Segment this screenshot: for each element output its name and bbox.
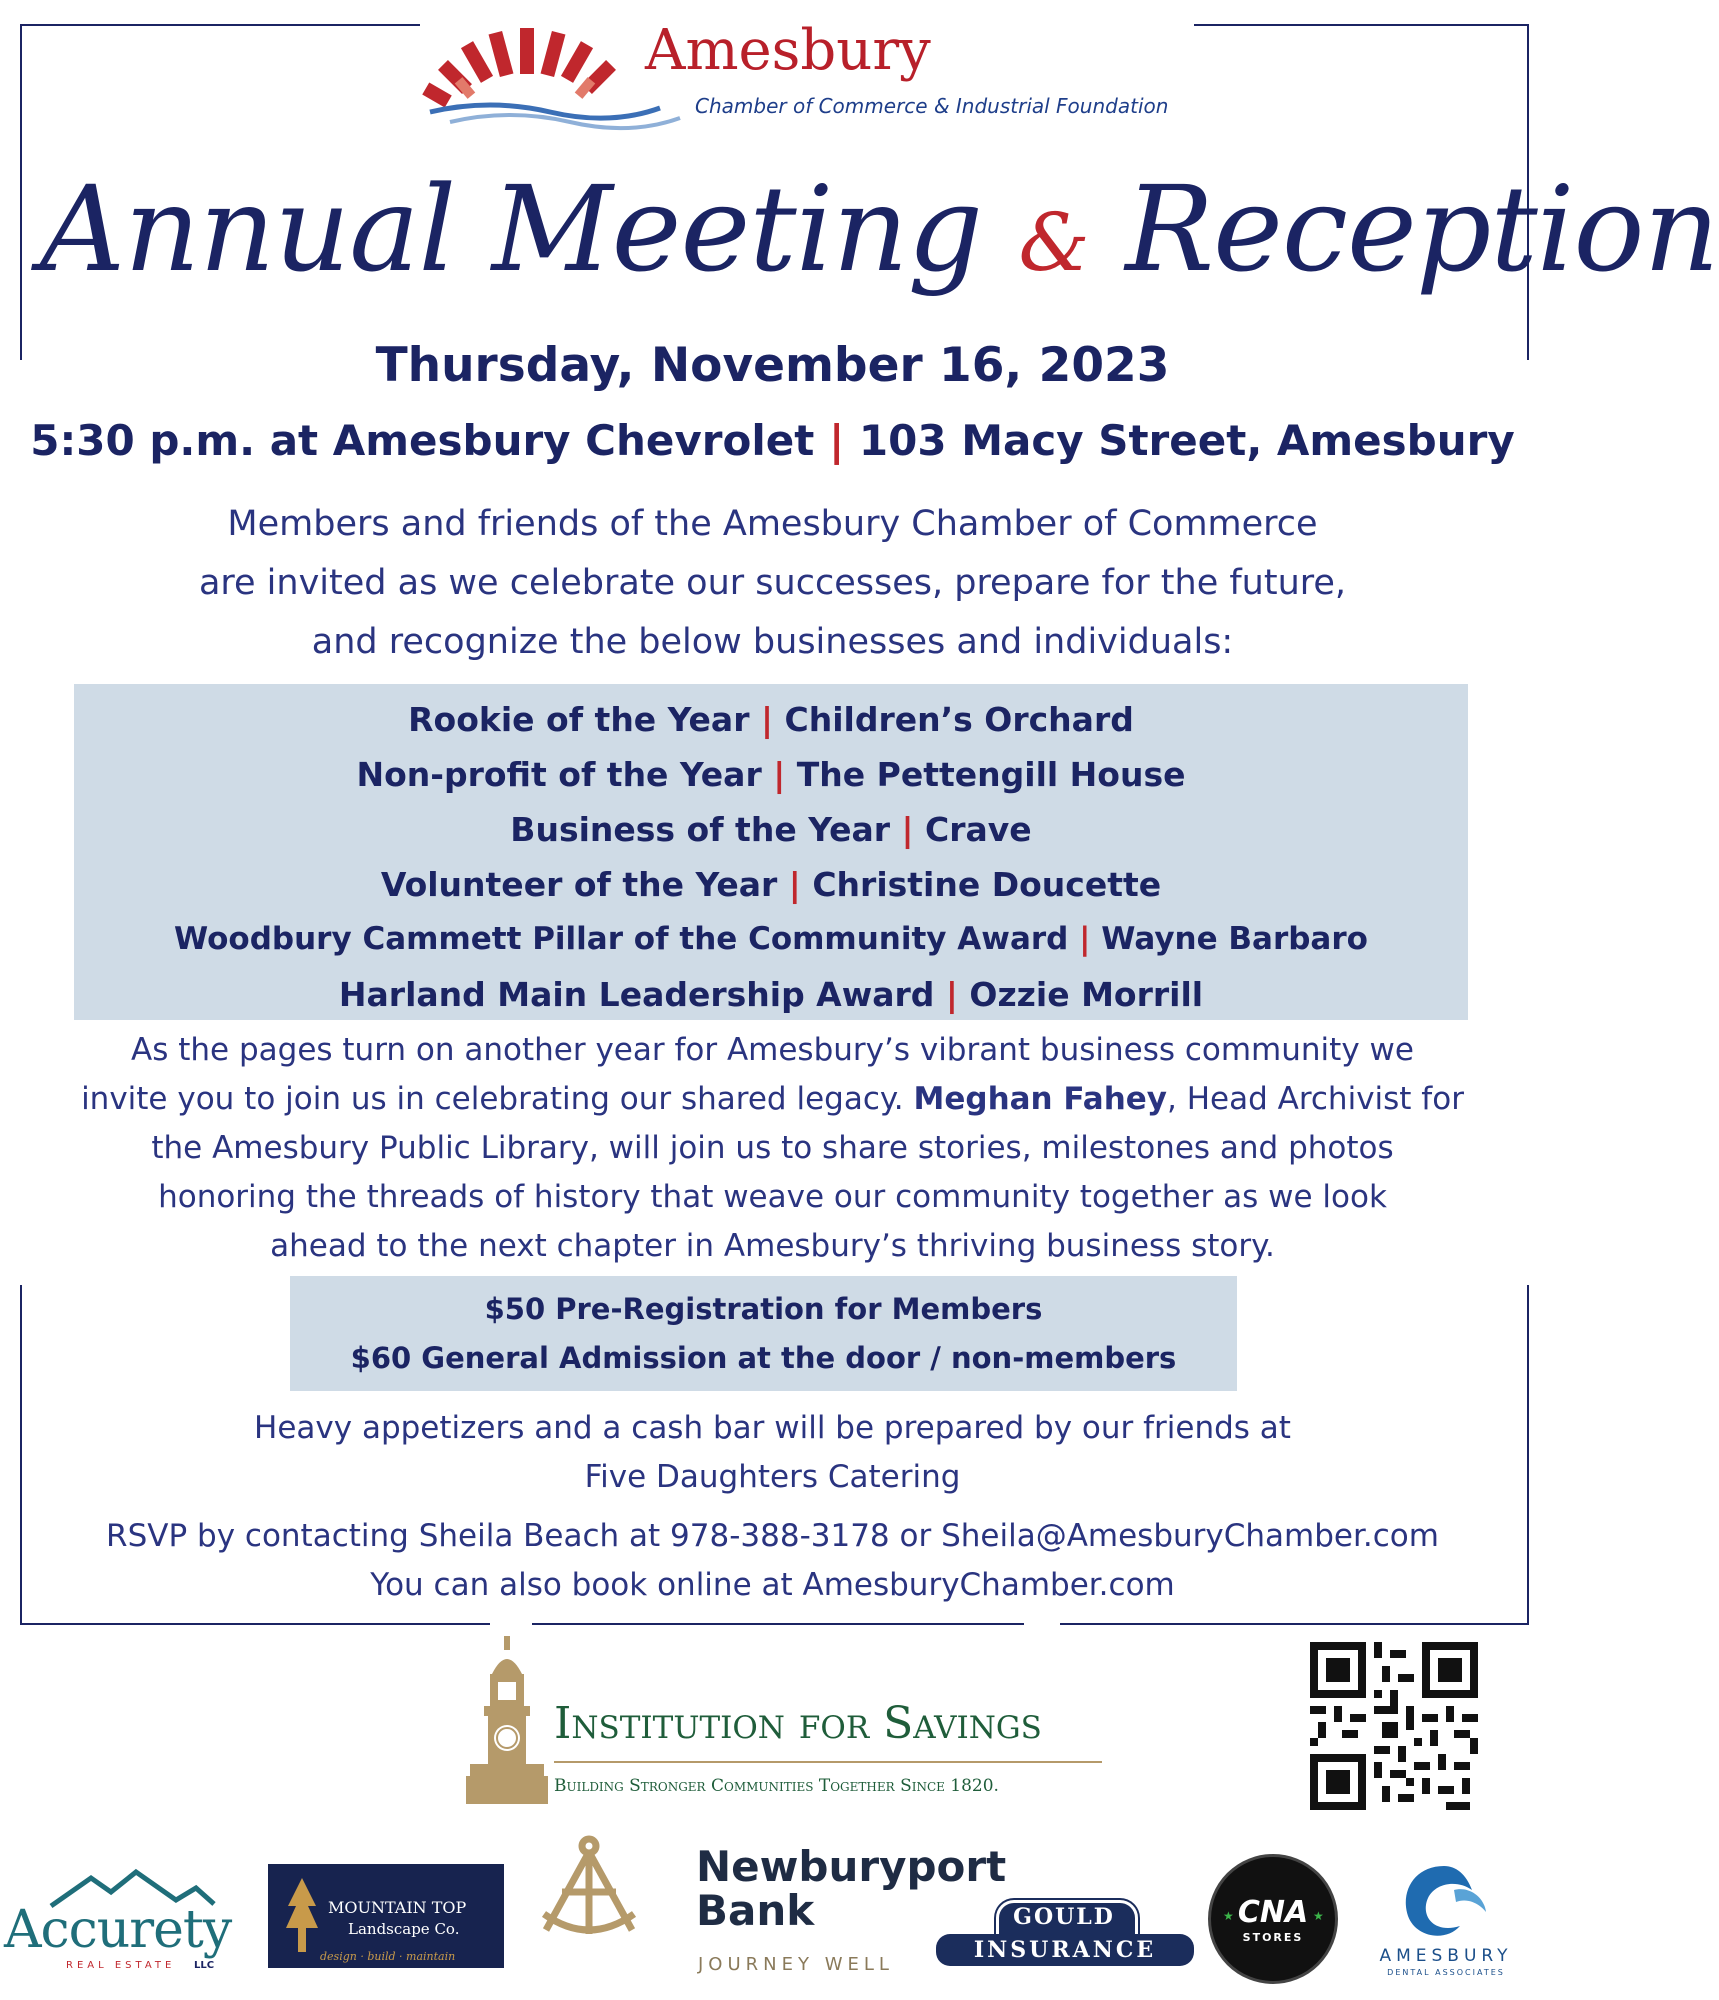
logo-subtitle: Chamber of Commerce & Industrial Foundation: [695, 94, 1169, 118]
sponsor-gould-insurance: [936, 1900, 1194, 1970]
award-name: Non-profit of the Year: [356, 755, 774, 794]
rsvp-line: RSVP by contacting Sheila Beach at 978-388-3178 or Sheila@AmesburyChamber.com: [106, 1518, 1439, 1554]
newburyport-l1: Newburyport: [696, 1842, 1007, 1891]
sponsor-tagline: Building Stronger Communities Together Since 1820.: [554, 1776, 999, 1796]
dental-sub: DENTAL ASSOCIATES: [1387, 1968, 1505, 1977]
qr-code-icon[interactable]: [1310, 1642, 1478, 1810]
mountain-top-name: MOUNTAIN TOP: [328, 1898, 467, 1917]
award-row: [74, 802, 1468, 857]
sponsor-name: Institution for Savings: [554, 1698, 1042, 1749]
logo-name: Amesbury: [645, 18, 931, 83]
invitation-text: [0, 495, 1545, 672]
invitation-line: are invited as we celebrate our successes, prepare for the future,: [198, 563, 1347, 603]
accurety-name: Accurety: [4, 1900, 232, 1960]
rsvp-text: [0, 1512, 1545, 1610]
sponsor-amesbury-dental: [1356, 1860, 1536, 1986]
sextant-logo-icon: [534, 1834, 644, 1944]
cna-sub: STORES: [1242, 1931, 1304, 1944]
separator: |: [945, 975, 958, 1014]
cna-main: CNA: [1237, 1895, 1309, 1930]
story-line: honoring the threads of history that weave our community together as we look: [158, 1179, 1387, 1215]
caterer-name: Five Daughters Catering: [584, 1459, 961, 1495]
accurety-sub: REAL ESTATE: [66, 1960, 176, 1971]
separator: |: [788, 865, 801, 904]
separator: |: [901, 810, 914, 849]
newburyport-l2: Bank: [696, 1886, 815, 1935]
catering-line: Heavy appetizers and a cash bar will be prepared by our friends at: [254, 1410, 1291, 1446]
award-name: Rookie of the Year: [408, 700, 761, 739]
separator: |: [828, 416, 845, 465]
award-name: Volunteer of the Year: [380, 865, 789, 904]
event-time-venue: 5:30 p.m. at Amesbury Chevrolet: [30, 416, 815, 465]
award-row: [74, 857, 1468, 912]
pricing-box: [290, 1276, 1237, 1391]
tree-icon: [282, 1876, 322, 1956]
invitation-line: Members and friends of the Amesbury Chamber of Commerce: [227, 504, 1318, 544]
award-name: Woodbury Cammett Pillar of the Community Award: [174, 921, 1080, 957]
mountain-top-tagline: design · build · maintain: [320, 1950, 456, 1963]
clock-tower-icon: [462, 1636, 552, 1806]
story-text: [0, 1026, 1545, 1271]
award-recipient: Wayne Barbaro: [1090, 921, 1368, 957]
sponsor-institution-for-savings: [462, 1636, 1122, 1806]
award-row: [74, 912, 1468, 967]
price-general: $60 General Admission at the door / non-members: [350, 1341, 1177, 1375]
accurety-llc: LLC: [194, 1960, 215, 1971]
award-recipient: Ozzie Morrill: [957, 975, 1204, 1014]
story-text-pre: invite you to join us in celebrating our shared legacy.: [81, 1081, 914, 1117]
title-part2: Reception: [1125, 160, 1719, 298]
sponsor-cna-stores: [1208, 1854, 1338, 1984]
title-ampersand: &: [1018, 196, 1089, 289]
speaker-name: Meghan Fahey: [913, 1081, 1167, 1117]
sponsor-divider: [554, 1761, 1102, 1763]
sponsor-mountain-top: [268, 1864, 504, 1968]
dental-name: AMESBURY: [1379, 1946, 1513, 1966]
award-row: [74, 747, 1468, 802]
frame-bottom-right: [1060, 1623, 1529, 1625]
award-row: [74, 967, 1468, 1022]
frame-left: [20, 24, 22, 360]
awards-box: [74, 684, 1468, 1020]
star-icon: ★: [1223, 1909, 1234, 1923]
sunburst-icon: [420, 12, 640, 132]
frame-top-right: [1194, 24, 1529, 26]
frame-bottom-mid: [532, 1623, 1024, 1625]
wave-icon: [1394, 1860, 1494, 1944]
gould-insurance: INSURANCE: [973, 1937, 1157, 1963]
story-line: [0, 1075, 1545, 1124]
separator: |: [1079, 921, 1091, 957]
chamber-logo: [420, 12, 1169, 132]
gould-name: GOULD: [1013, 1904, 1115, 1930]
separator: |: [760, 700, 774, 739]
star-icon: ★: [1313, 1909, 1324, 1923]
catering-text: [0, 1404, 1545, 1502]
event-address: 103 Macy Street, Amesbury: [858, 416, 1515, 465]
award-recipient: The Pettengill House: [785, 755, 1186, 794]
newburyport-tagline: JOURNEY WELL: [698, 1954, 894, 1975]
page-title: [40, 160, 1719, 298]
award-name: Harland Main Leadership Award: [338, 975, 946, 1014]
event-location: [0, 416, 1545, 465]
story-line: the Amesbury Public Library, will join us to share stories, milestones and photos: [151, 1130, 1394, 1166]
award-recipient: Christine Doucette: [800, 865, 1162, 904]
event-date: Thursday, November 16, 2023: [375, 338, 1170, 393]
mountain-top-sub: Landscape Co.: [348, 1920, 460, 1938]
invitation-line: and recognize the below businesses and individuals:: [311, 622, 1234, 662]
sponsor-accurety: [4, 1868, 254, 1978]
award-row: [74, 692, 1468, 747]
frame-top-left: [20, 24, 420, 26]
award-name: Business of the Year: [510, 810, 902, 849]
award-recipient: Children’s Orchard: [773, 700, 1134, 739]
story-line: As the pages turn on another year for Amesbury’s vibrant business community we: [131, 1032, 1414, 1068]
price-members: $50 Pre-Registration for Members: [484, 1292, 1043, 1326]
separator: |: [773, 755, 786, 794]
title-part1: Annual Meeting: [40, 160, 982, 298]
story-line: ahead to the next chapter in Amesbury’s thriving business story.: [270, 1228, 1275, 1264]
award-recipient: Crave: [913, 810, 1032, 849]
story-text-post: , Head Archivist for: [1167, 1081, 1464, 1117]
frame-bottom-left: [20, 1623, 490, 1625]
booking-line: You can also book online at AmesburyChamber.com: [370, 1567, 1175, 1603]
